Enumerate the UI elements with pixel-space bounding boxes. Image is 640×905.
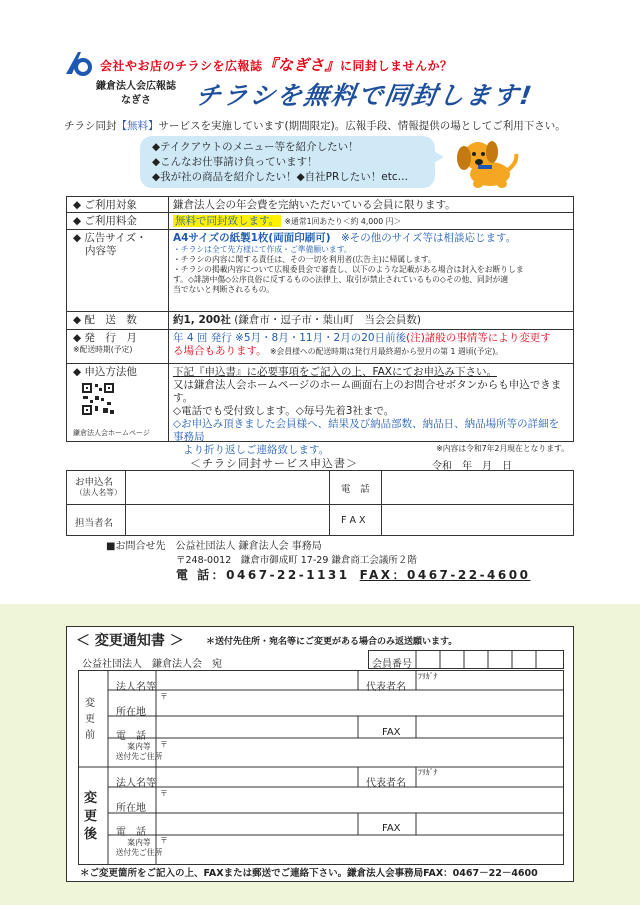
form-title: ＜チラシ同封サービス申込書＞	[190, 457, 358, 470]
before-rep-field[interactable]	[418, 670, 562, 688]
issue-row: ◆ 発 行 月 ※配送時期(予定) 年 4 回 発行 ※5月・8月・11月・2月の20日前後(注)諸般の事情等により変更す る場合もあります。 ※会員様への配送時期は発行月最終週から翌月の第 1 週頃(予定)。	[67, 330, 573, 364]
before-address-label: 所在地	[116, 707, 146, 718]
after-corp-label: 法人名等	[116, 778, 156, 789]
apply-row: ◆ 申込方法他 鎌倉法人会ホームページ 下記『申込書』に必要事項をご記入の上、FAXにてお申込み下さい。 又は鎌倉法人会ホームページのホーム画面右上のお問合せボタンからも申込できます。 ◇電話でも受付致します。◇毎号先着3社まで。 ◇お申込み頂きました会員様へ、結果及び納品部数、納品日、納品場所等の詳細を事務局 より折り返しご連絡致します。 ※内容は令和7年2月現在となります。	[67, 364, 573, 442]
applicant-name-field[interactable]	[127, 473, 327, 502]
form-date: 令和 年 月 日	[432, 461, 512, 472]
notice-recipient: 公益社団法人 鎌倉法人会 宛	[82, 659, 222, 670]
before-change-label: 変更前	[85, 698, 95, 741]
after-postal: 〒	[160, 789, 168, 798]
member-no-label: 会員番号	[372, 659, 412, 670]
before-fax-label: FAX	[382, 727, 401, 738]
fax-field[interactable]	[383, 506, 571, 534]
intro-text: チラシ同封【無料】サービスを実施しています(期間限定)。広報手段、情報提供の場としてご利用下さい。	[64, 120, 566, 132]
notice-title: ＜ 変更通知書 ＞	[76, 633, 184, 649]
tagline: 会社やお店のチラシを広報誌『なぎさ』に同封しませんか？	[100, 56, 453, 74]
after-guide-label: 案内等 送付先ご住所	[115, 838, 163, 857]
notice-footer: ＊ご変更箇所をご記入の上、FAXまたは郵送でご連絡下さい。鎌倉法人会事務局FAX：0467－22－4600	[80, 868, 538, 879]
application-form: お申込名 （法人名等） 担当者名 電 話 F A X	[66, 470, 574, 536]
before-corp-label: 法人名等	[116, 682, 156, 693]
publication-name: 鎌倉法人会広報誌 なぎさ	[96, 81, 176, 106]
contact-info: ■お問合せ先 公益社団法人 鎌倉法人会 事務局 〒248-0012 鎌倉市御成町 17-29 鎌倉商工会議所２階 電 話：0467-22-1131 FAX：0467-22-4600	[106, 541, 531, 582]
after-address-label: 所在地	[116, 803, 146, 814]
before-phone-label: 電 話	[116, 731, 146, 742]
phone-field[interactable]	[383, 473, 571, 502]
after-change-label: 変更後	[84, 791, 98, 842]
dog-mascot-icon	[448, 132, 522, 192]
headline: チラシを無料で同封します!	[193, 81, 536, 110]
before-rep-label: 代表者名	[366, 682, 406, 693]
speech-bubble: ◆テイクアウトのメニュー等を紹介したい！ ◆こんなお仕事請け負っています！ ◆我が社の商品を紹介したい！◆自社PRしたい！etc…	[140, 136, 435, 188]
after-rep-label: 代表者名	[366, 778, 406, 789]
after-phone-label: 電 話	[116, 827, 146, 838]
after-fax-label: FAX	[382, 823, 401, 834]
before-address-field[interactable]	[158, 692, 562, 714]
qr-code-icon	[81, 382, 115, 416]
before-guide-postal: 〒	[160, 740, 168, 749]
after-address-field[interactable]	[158, 789, 562, 811]
before-postal: 〒	[160, 692, 168, 701]
service-info-table	[66, 196, 574, 456]
before-furigana: ﾌﾘｶﾞﾅ	[418, 672, 438, 681]
size-row: ◆ 広告サイズ・ 内容等 A4サイズの紙製1枚(両面印刷可) ※その他のサイズ等は相談応じます。 ・チラシは全て先方様にて作成・ご準備願います。 ・チラシの内容に関する責任は、その一切を利用者(広告主)に帰属します。 ・チラシの掲載内容について広報委員会で審査し、以下のような記載がある場合は封入をお断りしま す。◇誹謗中傷◇公序良俗に反するもの◇法律上、取引が禁止されているもの◇その他、同封が適 当でないと判断されるもの。	[67, 230, 573, 312]
fee-row: ◆ ご利用料金 無料で同封致します。 ※通常1回あたり＜約 4,000 円＞	[67, 213, 573, 230]
before-guide-label: 案内等 送付先ご住所	[115, 742, 163, 761]
after-rep-field[interactable]	[418, 767, 562, 785]
after-corp-field[interactable]	[110, 767, 356, 785]
person-name-field[interactable]	[127, 506, 327, 534]
notice-subtitle: ＊送付先住所・宛名等にご変更がある場合のみ返送願います。	[206, 637, 458, 647]
delivery-row: ◆ 配 送 数 約1, 200社 (鎌倉市・逗子市・葉山町 当会会員数)	[67, 312, 573, 330]
kamakura-logo-icon	[64, 50, 94, 76]
after-guide-postal: 〒	[160, 836, 168, 845]
after-furigana: ﾌﾘｶﾞﾅ	[418, 768, 438, 777]
member-no-field[interactable]	[416, 650, 564, 669]
target-row: ◆ ご利用対象 鎌倉法人会の年会費を完納いただいている会員に限ります。	[67, 197, 573, 213]
before-corp-field[interactable]	[110, 670, 356, 688]
bubble-tail	[432, 150, 444, 164]
